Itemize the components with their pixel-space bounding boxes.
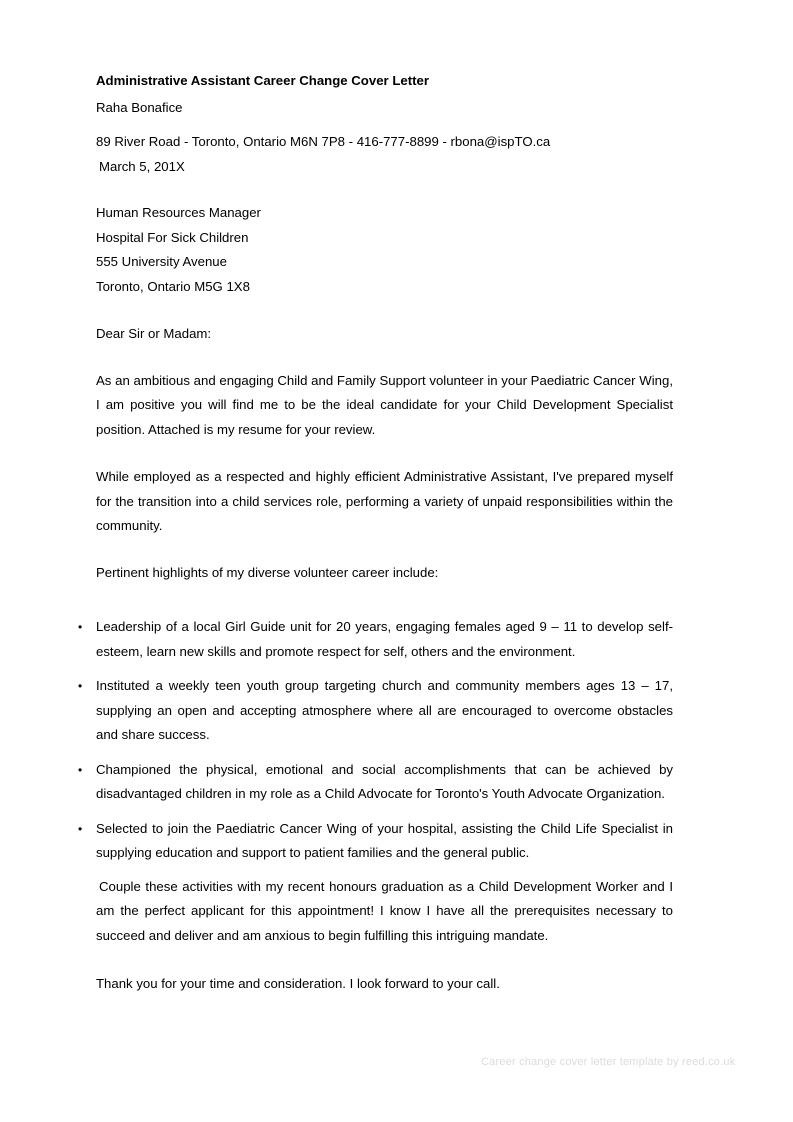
sender-contact-line: 89 River Road - Toronto, Ontario M6N 7P8 - 416-777-8899 - rbona@ispTO.ca: [96, 134, 551, 149]
recipient-line: 555 University Avenue: [96, 254, 227, 269]
bullet-item: [78, 758, 673, 807]
recipient-line: Human Resources Manager: [96, 205, 261, 220]
bullet-text: Selected to join the Paediatric Cancer Wing of your hospital, assisting the Child Life Specialist in supplying education and support to patient families and the general public.: [96, 820, 673, 860]
paragraph-thanks: Thank you for your time and consideration. I look forward to your call.: [96, 976, 500, 991]
bullet-marker: •: [78, 620, 83, 634]
bullet-text: Leadership of a local Girl Guide unit for 20 years, engaging females aged 9 – 11 to develop self-esteem, learn new skills and promote respect for self, others and the environment.: [96, 619, 673, 659]
recipient-line: Hospital For Sick Children: [96, 229, 249, 245]
recipient-address-block: [96, 201, 673, 299]
bullet-marker: •: [78, 821, 83, 836]
bullet-item: [78, 817, 673, 866]
highlights-bullet-list: [78, 615, 673, 866]
salutation: Dear Sir or Madam:: [96, 326, 212, 341]
sender-name: Raha Bonafice: [96, 99, 183, 115]
page-title: Administrative Assistant Career Change Cover Letter: [96, 73, 429, 88]
paragraph-intro: As an ambitious and engaging Child and Family Support volunteer in your Paediatric Cancer Wing, I am positive you will find me to be the ideal candidate for your Child Development Specialist position. Attached is my resume for your review.: [96, 372, 673, 437]
bullet-marker: •: [78, 679, 83, 693]
paragraph-highlights-lead: Pertinent highlights of my diverse volunteer career include:: [96, 564, 439, 580]
paragraph-experience: While employed as a respected and highly efficient Administrative Assistant, I've prepared myself for the transition into a child services role, performing a variety of unpaid responsibilities within the community.: [96, 469, 673, 533]
bullet-item: [78, 615, 673, 664]
bullet-text: Championed the physical, emotional and social accomplishments that can be achieved by disadvantaged children in my role as a Child Advocate for Toronto's Youth Advocate Organization.: [96, 761, 673, 801]
bullet-item: [78, 674, 673, 748]
bullet-text: Instituted a weekly teen youth group targeting church and community members ages 13 – 17, supplying an open and accepting atmosphere where all are encouraged to overcome obstacles and share success.: [96, 678, 673, 742]
bullet-marker: •: [78, 762, 83, 777]
letter-date: March 5, 201X: [99, 158, 185, 174]
paragraph-closing: Couple these activities with my recent honours graduation as a Child Development Worker and I am the perfect applicant for this appointment! I know I have all the prerequisites necessary to succeed and deliver and am anxious to begin fulfilling this intriguing mandate.: [96, 878, 673, 943]
recipient-line: Toronto, Ontario M5G 1X8: [96, 278, 250, 294]
template-credit: Career change cover letter template by reed.co.uk: [481, 1056, 736, 1068]
